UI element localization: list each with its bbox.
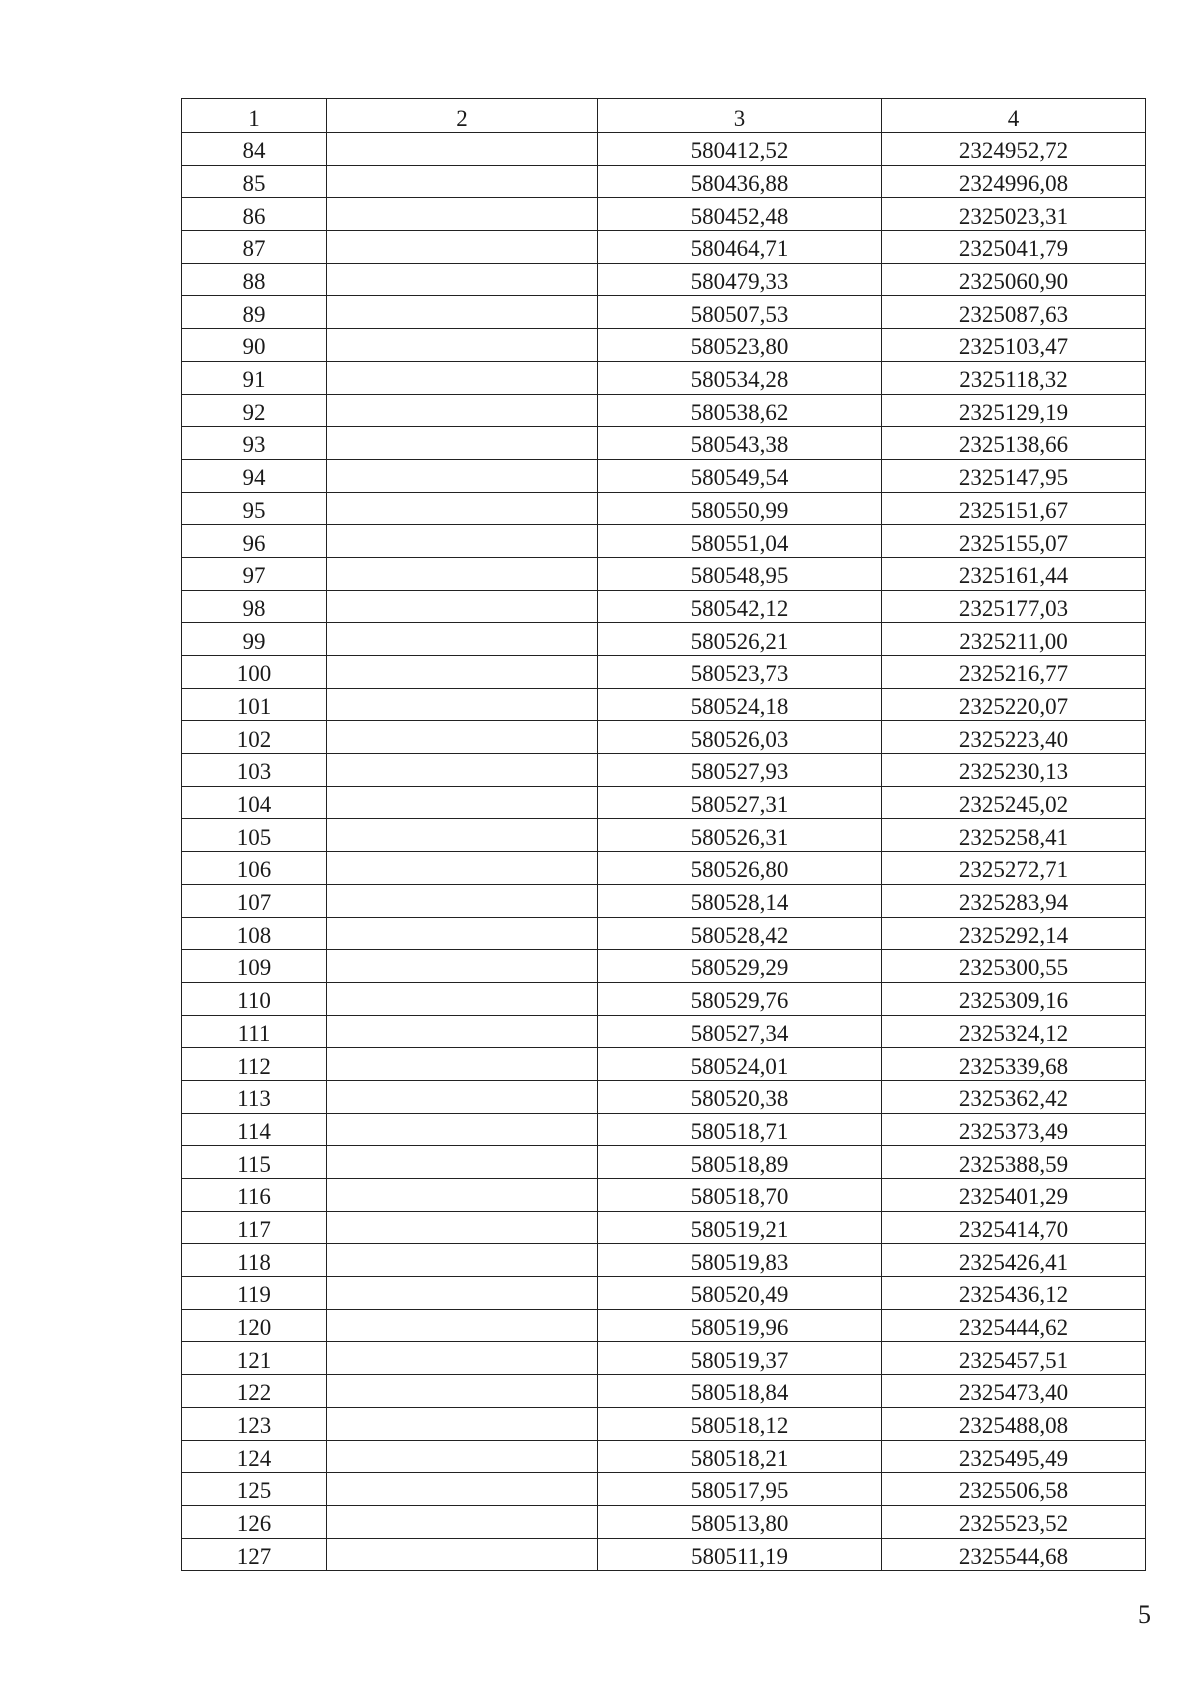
table-row xyxy=(182,1179,1146,1212)
coordinate-y-cell: 2325216,77 xyxy=(882,656,1146,689)
description-cell xyxy=(327,231,598,264)
coordinate-y-cell: 2325147,95 xyxy=(882,459,1146,492)
point-number-cell: 97 xyxy=(182,557,327,590)
coordinate-y-cell: 2325230,13 xyxy=(882,754,1146,787)
point-number-cell: 98 xyxy=(182,590,327,623)
description-cell xyxy=(327,361,598,394)
description-cell xyxy=(327,1015,598,1048)
coordinate-y-cell: 2325129,19 xyxy=(882,394,1146,427)
table-row xyxy=(182,1113,1146,1146)
coordinate-y-cell: 2325457,51 xyxy=(882,1342,1146,1375)
point-number-cell: 88 xyxy=(182,263,327,296)
description-cell xyxy=(327,1113,598,1146)
point-number-cell: 102 xyxy=(182,721,327,754)
coordinate-y-cell: 2325138,66 xyxy=(882,427,1146,460)
coordinate-y-cell: 2325426,41 xyxy=(882,1244,1146,1277)
coordinate-x-cell: 580524,18 xyxy=(598,688,882,721)
coordinate-x-cell: 580511,19 xyxy=(598,1538,882,1571)
coordinate-x-cell: 580527,34 xyxy=(598,1015,882,1048)
coordinate-y-cell: 2325292,14 xyxy=(882,917,1146,950)
description-cell xyxy=(327,917,598,950)
point-number-cell: 105 xyxy=(182,819,327,852)
table-row xyxy=(182,329,1146,362)
coordinate-y-cell: 2325245,02 xyxy=(882,786,1146,819)
coordinate-y-cell: 2325041,79 xyxy=(882,231,1146,264)
coordinate-y-cell: 2325151,67 xyxy=(882,492,1146,525)
coordinate-x-cell: 580527,31 xyxy=(598,786,882,819)
coordinate-x-cell: 580526,21 xyxy=(598,623,882,656)
table-row xyxy=(182,459,1146,492)
table-row xyxy=(182,557,1146,590)
description-cell xyxy=(327,263,598,296)
coordinate-y-cell: 2325223,40 xyxy=(882,721,1146,754)
coordinate-x-cell: 580542,12 xyxy=(598,590,882,623)
coordinate-y-cell: 2325283,94 xyxy=(882,884,1146,917)
table-row xyxy=(182,1211,1146,1244)
coordinate-y-cell: 2325373,49 xyxy=(882,1113,1146,1146)
coordinate-x-cell: 580543,38 xyxy=(598,427,882,460)
column-header-3: 3 xyxy=(598,99,882,133)
table-row xyxy=(182,394,1146,427)
table-row xyxy=(182,950,1146,983)
description-cell xyxy=(327,754,598,787)
description-cell xyxy=(327,721,598,754)
description-cell xyxy=(327,1179,598,1212)
description-cell xyxy=(327,1375,598,1408)
description-cell xyxy=(327,394,598,427)
coordinate-x-cell: 580519,83 xyxy=(598,1244,882,1277)
table-row xyxy=(182,1538,1146,1571)
description-cell xyxy=(327,884,598,917)
coordinate-x-cell: 580529,76 xyxy=(598,982,882,1015)
coordinate-x-cell: 580507,53 xyxy=(598,296,882,329)
coordinate-x-cell: 580524,01 xyxy=(598,1048,882,1081)
coordinate-x-cell: 580464,71 xyxy=(598,231,882,264)
coordinate-x-cell: 580520,49 xyxy=(598,1277,882,1310)
point-number-cell: 126 xyxy=(182,1505,327,1538)
table-row xyxy=(182,688,1146,721)
point-number-cell: 119 xyxy=(182,1277,327,1310)
table-row xyxy=(182,590,1146,623)
table-row xyxy=(182,786,1146,819)
point-number-cell: 100 xyxy=(182,656,327,689)
description-cell xyxy=(327,852,598,885)
table-row xyxy=(182,1375,1146,1408)
coordinate-y-cell: 2325436,12 xyxy=(882,1277,1146,1310)
point-number-cell: 103 xyxy=(182,754,327,787)
point-number-cell: 108 xyxy=(182,917,327,950)
table-body xyxy=(182,133,1146,1571)
coordinate-y-cell: 2325523,52 xyxy=(882,1505,1146,1538)
coordinate-x-cell: 580550,99 xyxy=(598,492,882,525)
point-number-cell: 90 xyxy=(182,329,327,362)
point-number-cell: 110 xyxy=(182,982,327,1015)
point-number-cell: 117 xyxy=(182,1211,327,1244)
page-number: 5 xyxy=(1138,1600,1151,1629)
coordinate-y-cell: 2325023,31 xyxy=(882,198,1146,231)
coordinates-table xyxy=(181,98,1146,1571)
point-number-cell: 113 xyxy=(182,1080,327,1113)
coordinate-y-cell: 2325211,00 xyxy=(882,623,1146,656)
table-row xyxy=(182,1342,1146,1375)
description-cell xyxy=(327,590,598,623)
table-row xyxy=(182,1309,1146,1342)
point-number-cell: 89 xyxy=(182,296,327,329)
table-row xyxy=(182,1505,1146,1538)
description-cell xyxy=(327,1407,598,1440)
description-cell xyxy=(327,427,598,460)
coordinate-y-cell: 2325401,29 xyxy=(882,1179,1146,1212)
description-cell xyxy=(327,198,598,231)
coordinate-y-cell: 2324996,08 xyxy=(882,165,1146,198)
point-number-cell: 107 xyxy=(182,884,327,917)
coordinate-x-cell: 580527,93 xyxy=(598,754,882,787)
table-row xyxy=(182,852,1146,885)
coordinate-y-cell: 2325473,40 xyxy=(882,1375,1146,1408)
coordinate-x-cell: 580518,12 xyxy=(598,1407,882,1440)
coordinate-x-cell: 580526,31 xyxy=(598,819,882,852)
point-number-cell: 104 xyxy=(182,786,327,819)
coordinate-y-cell: 2325300,55 xyxy=(882,950,1146,983)
point-number-cell: 94 xyxy=(182,459,327,492)
coordinate-y-cell: 2325220,07 xyxy=(882,688,1146,721)
point-number-cell: 84 xyxy=(182,133,327,166)
description-cell xyxy=(327,1342,598,1375)
point-number-cell: 106 xyxy=(182,852,327,885)
coordinate-y-cell: 2325362,42 xyxy=(882,1080,1146,1113)
coordinate-y-cell: 2325444,62 xyxy=(882,1309,1146,1342)
point-number-cell: 111 xyxy=(182,1015,327,1048)
coordinate-x-cell: 580479,33 xyxy=(598,263,882,296)
description-cell xyxy=(327,1505,598,1538)
coordinate-x-cell: 580526,80 xyxy=(598,852,882,885)
table-row xyxy=(182,819,1146,852)
table-row xyxy=(182,884,1146,917)
coordinate-y-cell: 2325087,63 xyxy=(882,296,1146,329)
coordinate-y-cell: 2325258,41 xyxy=(882,819,1146,852)
description-cell xyxy=(327,557,598,590)
point-number-cell: 121 xyxy=(182,1342,327,1375)
table-row xyxy=(182,982,1146,1015)
column-header-4: 4 xyxy=(882,99,1146,133)
coordinate-x-cell: 580528,42 xyxy=(598,917,882,950)
point-number-cell: 85 xyxy=(182,165,327,198)
coordinate-x-cell: 580534,28 xyxy=(598,361,882,394)
description-cell xyxy=(327,1048,598,1081)
point-number-cell: 116 xyxy=(182,1179,327,1212)
coordinate-x-cell: 580519,21 xyxy=(598,1211,882,1244)
coordinate-y-cell: 2325506,58 xyxy=(882,1473,1146,1506)
table-row xyxy=(182,1473,1146,1506)
coordinate-y-cell: 2325118,32 xyxy=(882,361,1146,394)
description-cell xyxy=(327,819,598,852)
point-number-cell: 124 xyxy=(182,1440,327,1473)
table-row xyxy=(182,623,1146,656)
point-number-cell: 86 xyxy=(182,198,327,231)
table-row xyxy=(182,1407,1146,1440)
coordinate-x-cell: 580519,37 xyxy=(598,1342,882,1375)
point-number-cell: 115 xyxy=(182,1146,327,1179)
coordinate-x-cell: 580436,88 xyxy=(598,165,882,198)
point-number-cell: 114 xyxy=(182,1113,327,1146)
point-number-cell: 112 xyxy=(182,1048,327,1081)
table-row xyxy=(182,721,1146,754)
table-row xyxy=(182,427,1146,460)
point-number-cell: 101 xyxy=(182,688,327,721)
point-number-cell: 120 xyxy=(182,1309,327,1342)
coordinate-x-cell: 580549,54 xyxy=(598,459,882,492)
table-row xyxy=(182,296,1146,329)
description-cell xyxy=(327,623,598,656)
coordinate-x-cell: 580548,95 xyxy=(598,557,882,590)
description-cell xyxy=(327,1080,598,1113)
description-cell xyxy=(327,492,598,525)
coordinate-x-cell: 580519,96 xyxy=(598,1309,882,1342)
table-row xyxy=(182,1048,1146,1081)
coordinate-x-cell: 580412,52 xyxy=(598,133,882,166)
table-row xyxy=(182,492,1146,525)
coordinate-y-cell: 2325161,44 xyxy=(882,557,1146,590)
table-row xyxy=(182,165,1146,198)
description-cell xyxy=(327,1146,598,1179)
coordinate-x-cell: 580452,48 xyxy=(598,198,882,231)
description-cell xyxy=(327,656,598,689)
coordinate-y-cell: 2325495,49 xyxy=(882,1440,1146,1473)
coordinate-y-cell: 2324952,72 xyxy=(882,133,1146,166)
point-number-cell: 118 xyxy=(182,1244,327,1277)
table-header-row xyxy=(182,99,1146,133)
description-cell xyxy=(327,1440,598,1473)
table-row xyxy=(182,525,1146,558)
coordinate-x-cell: 580538,62 xyxy=(598,394,882,427)
coordinate-x-cell: 580513,80 xyxy=(598,1505,882,1538)
description-cell xyxy=(327,1211,598,1244)
table-row xyxy=(182,754,1146,787)
description-cell xyxy=(327,1309,598,1342)
table-row xyxy=(182,1146,1146,1179)
description-cell xyxy=(327,950,598,983)
coordinate-x-cell: 580526,03 xyxy=(598,721,882,754)
point-number-cell: 93 xyxy=(182,427,327,460)
coordinate-y-cell: 2325324,12 xyxy=(882,1015,1146,1048)
point-number-cell: 87 xyxy=(182,231,327,264)
description-cell xyxy=(327,688,598,721)
point-number-cell: 123 xyxy=(182,1407,327,1440)
point-number-cell: 109 xyxy=(182,950,327,983)
coordinate-y-cell: 2325414,70 xyxy=(882,1211,1146,1244)
coordinate-y-cell: 2325060,90 xyxy=(882,263,1146,296)
table-row xyxy=(182,1080,1146,1113)
coordinate-y-cell: 2325272,71 xyxy=(882,852,1146,885)
table-row xyxy=(182,231,1146,264)
coordinate-y-cell: 2325488,08 xyxy=(882,1407,1146,1440)
description-cell xyxy=(327,1538,598,1571)
point-number-cell: 125 xyxy=(182,1473,327,1506)
table-row xyxy=(182,1440,1146,1473)
coordinate-y-cell: 2325177,03 xyxy=(882,590,1146,623)
description-cell xyxy=(327,296,598,329)
coordinate-y-cell: 2325388,59 xyxy=(882,1146,1146,1179)
coordinate-x-cell: 580529,29 xyxy=(598,950,882,983)
coordinate-y-cell: 2325544,68 xyxy=(882,1538,1146,1571)
point-number-cell: 91 xyxy=(182,361,327,394)
point-number-cell: 127 xyxy=(182,1538,327,1571)
table-row xyxy=(182,1277,1146,1310)
coordinate-x-cell: 580523,73 xyxy=(598,656,882,689)
coordinate-y-cell: 2325103,47 xyxy=(882,329,1146,362)
description-cell xyxy=(327,459,598,492)
table-row xyxy=(182,656,1146,689)
table-row xyxy=(182,917,1146,950)
column-header-1: 1 xyxy=(182,99,327,133)
coordinate-y-cell: 2325155,07 xyxy=(882,525,1146,558)
table-row xyxy=(182,198,1146,231)
description-cell xyxy=(327,1244,598,1277)
description-cell xyxy=(327,525,598,558)
coordinate-x-cell: 580518,70 xyxy=(598,1179,882,1212)
coordinate-x-cell: 580518,89 xyxy=(598,1146,882,1179)
table-row xyxy=(182,361,1146,394)
column-header-2: 2 xyxy=(327,99,598,133)
table-row xyxy=(182,263,1146,296)
coordinate-x-cell: 580518,84 xyxy=(598,1375,882,1408)
coordinate-x-cell: 580518,21 xyxy=(598,1440,882,1473)
coordinate-x-cell: 580551,04 xyxy=(598,525,882,558)
description-cell xyxy=(327,1473,598,1506)
description-cell xyxy=(327,329,598,362)
point-number-cell: 99 xyxy=(182,623,327,656)
description-cell xyxy=(327,165,598,198)
description-cell xyxy=(327,133,598,166)
point-number-cell: 95 xyxy=(182,492,327,525)
coordinate-x-cell: 580523,80 xyxy=(598,329,882,362)
description-cell xyxy=(327,1277,598,1310)
point-number-cell: 92 xyxy=(182,394,327,427)
coordinate-x-cell: 580518,71 xyxy=(598,1113,882,1146)
table-row xyxy=(182,1015,1146,1048)
table-row xyxy=(182,133,1146,166)
point-number-cell: 122 xyxy=(182,1375,327,1408)
coordinate-x-cell: 580517,95 xyxy=(598,1473,882,1506)
description-cell xyxy=(327,786,598,819)
description-cell xyxy=(327,982,598,1015)
point-number-cell: 96 xyxy=(182,525,327,558)
coordinate-x-cell: 580520,38 xyxy=(598,1080,882,1113)
coordinate-y-cell: 2325339,68 xyxy=(882,1048,1146,1081)
table-row xyxy=(182,1244,1146,1277)
coordinate-x-cell: 580528,14 xyxy=(598,884,882,917)
coordinate-y-cell: 2325309,16 xyxy=(882,982,1146,1015)
